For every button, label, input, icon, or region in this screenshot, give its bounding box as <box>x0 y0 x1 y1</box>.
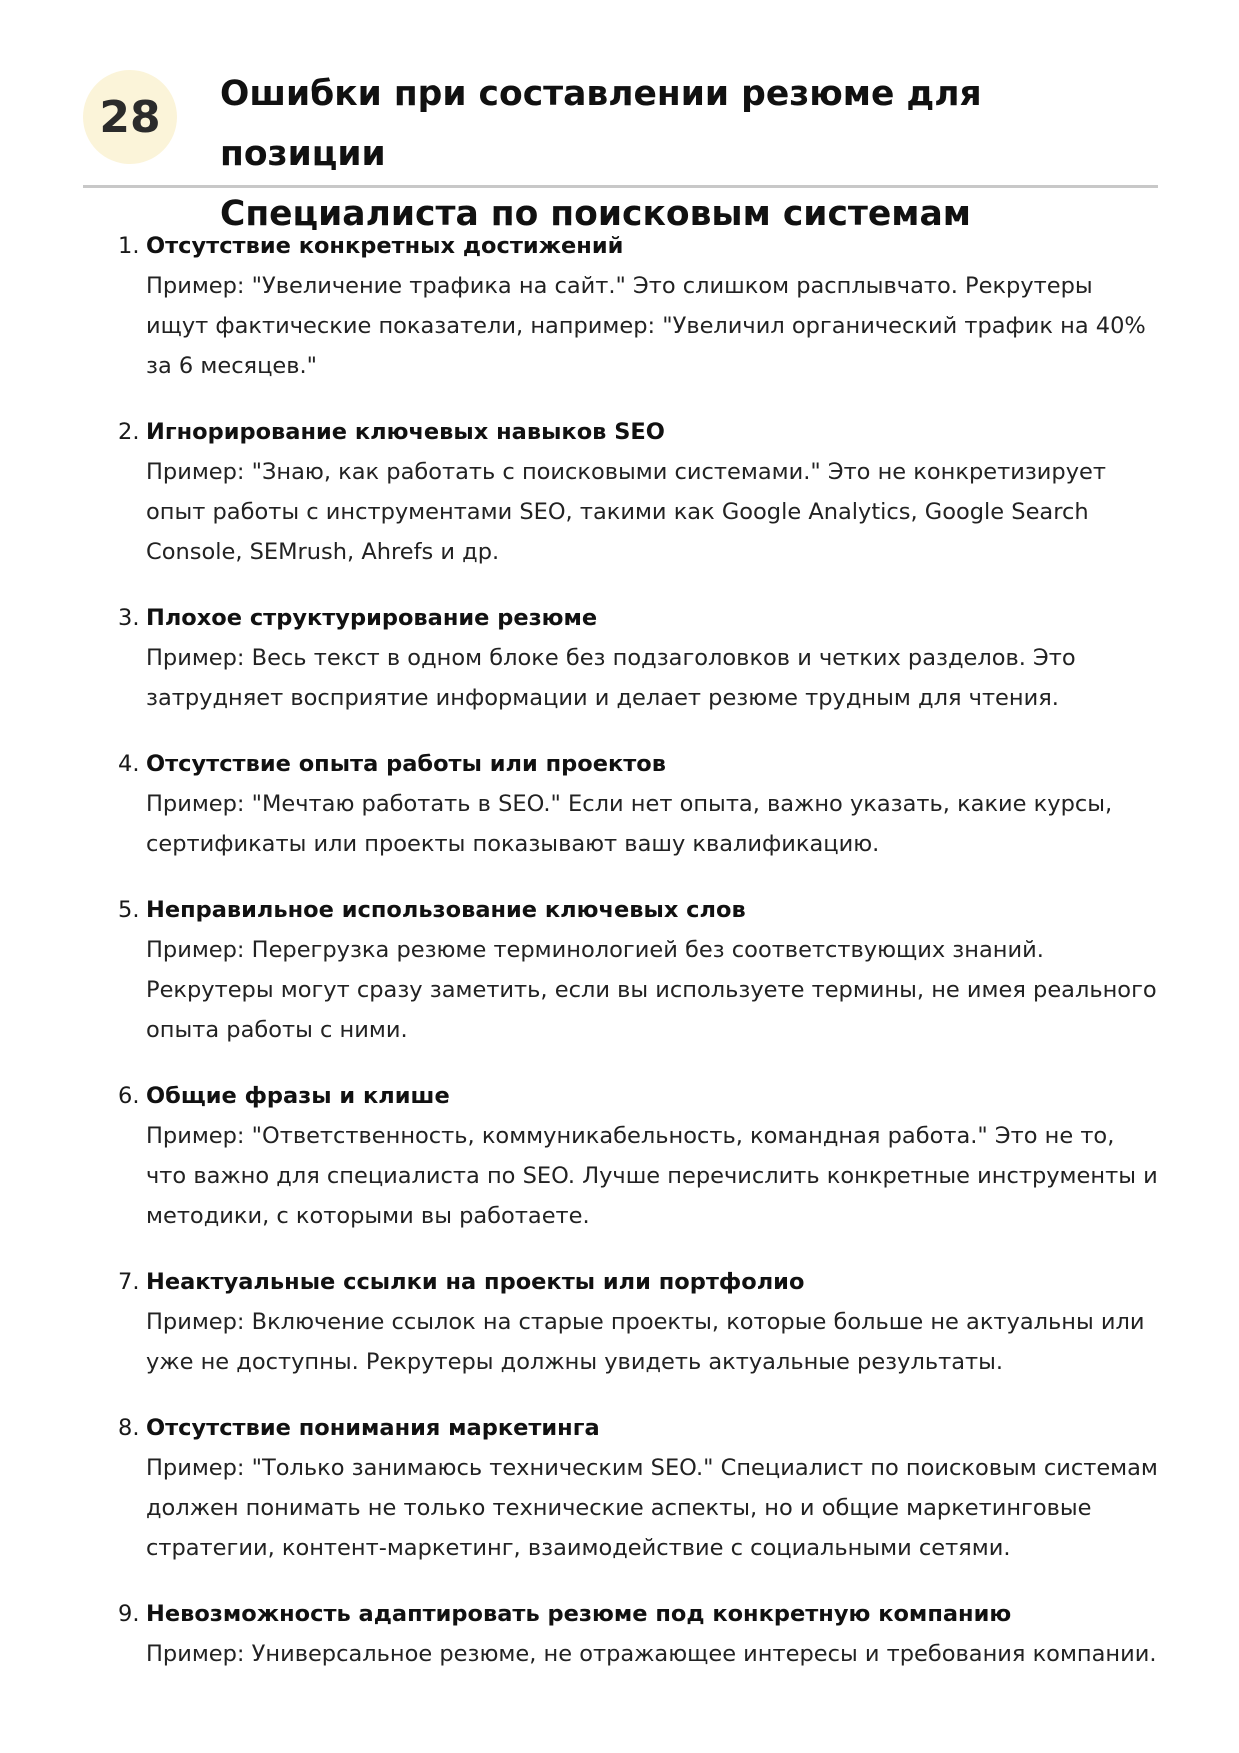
item-number: 9. <box>118 1601 140 1627</box>
item-number: 8. <box>118 1415 140 1441</box>
item-text: Пример: Перегрузка резюме терминологией без соответствующих знаний. Рекрутеры могут сразу заметить, если вы используете термины, не имея реального опыта работы с ними. <box>146 937 1157 1043</box>
page-header <box>83 62 1158 234</box>
page-title-line-1: Ошибки при составлении резюме для позиции <box>220 74 982 174</box>
page-title-line-2: Специалиста по поисковым системам <box>220 194 971 234</box>
item-text: Пример: Весь текст в одном блоке без подзаголовков и четких разделов. Это затрудняет восприятие информации и делает резюме трудным для чтения. <box>146 645 1076 711</box>
list-item <box>0 1262 1239 1382</box>
item-title: Игнорирование ключевых навыков SEO <box>146 419 665 445</box>
item-text: Пример: Включение ссылок на старые проекты, которые больше не актуальны или уже не доступны. Рекрутеры должны увидеть актуальные результаты. <box>146 1309 1145 1375</box>
item-title: Отсутствие понимания маркетинга <box>146 1415 600 1441</box>
list-item <box>0 890 1239 1050</box>
item-number: 2. <box>118 419 140 445</box>
item-title: Отсутствие опыта работы или проектов <box>146 751 666 777</box>
item-title: Неправильное использование ключевых слов <box>146 897 746 923</box>
list-item <box>0 1594 1239 1674</box>
item-title: Общие фразы и клише <box>146 1083 450 1109</box>
list-item <box>0 598 1239 718</box>
list-item <box>0 1076 1239 1236</box>
item-text: Пример: Универсальное резюме, не отражающее интересы и требования компании. <box>146 1641 1157 1667</box>
item-text: Пример: "Ответственность, коммуникабельность, командная работа." Это не то, что важно для специалиста по SEO. Лучше перечислить конкретные инструменты и методики, с которыми вы работаете. <box>146 1123 1158 1229</box>
item-number: 6. <box>118 1083 140 1109</box>
item-title: Неактуальные ссылки на проекты или портфолио <box>146 1269 805 1295</box>
list-item <box>0 226 1239 386</box>
page-title <box>220 64 1155 244</box>
list-item <box>0 1408 1239 1568</box>
list-item <box>0 744 1239 864</box>
item-number: 3. <box>118 605 140 631</box>
item-text: Пример: "Увеличение трафика на сайт." Это слишком расплывчато. Рекрутеры ищут фактические показатели, например: "Увеличил органический трафик на 40% за 6 месяцев." <box>146 273 1146 379</box>
item-title: Плохое структурирование резюме <box>146 605 598 631</box>
item-title: Невозможность адаптировать резюме под конкретную компанию <box>146 1601 1012 1627</box>
item-text: Пример: "Мечтаю работать в SEO." Если нет опыта, важно указать, какие курсы, сертификаты или проекты показывают вашу квалификацию. <box>146 791 1113 857</box>
item-text: Пример: "Только занимаюсь техническим SEO." Специалист по поисковым системам должен понимать не только технические аспекты, но и общие маркетинговые стратегии, контент-маркетинг, взаимодействие с социальными сетями. <box>146 1455 1158 1561</box>
item-number: 5. <box>118 897 140 923</box>
list-item <box>0 412 1239 572</box>
item-number: 7. <box>118 1269 140 1295</box>
mistakes-list <box>0 226 1239 1700</box>
item-text: Пример: "Знаю, как работать с поисковыми системами." Это не конкретизирует опыт работы с инструментами SEO, такими как Google Analytics, Google Search Console, SEMrush, Ahrefs и др. <box>146 459 1106 565</box>
item-number: 4. <box>118 751 140 777</box>
page-number-badge: 28 <box>83 70 177 164</box>
item-number: 1. <box>118 233 140 259</box>
item-title: Отсутствие конкретных достижений <box>146 233 624 259</box>
